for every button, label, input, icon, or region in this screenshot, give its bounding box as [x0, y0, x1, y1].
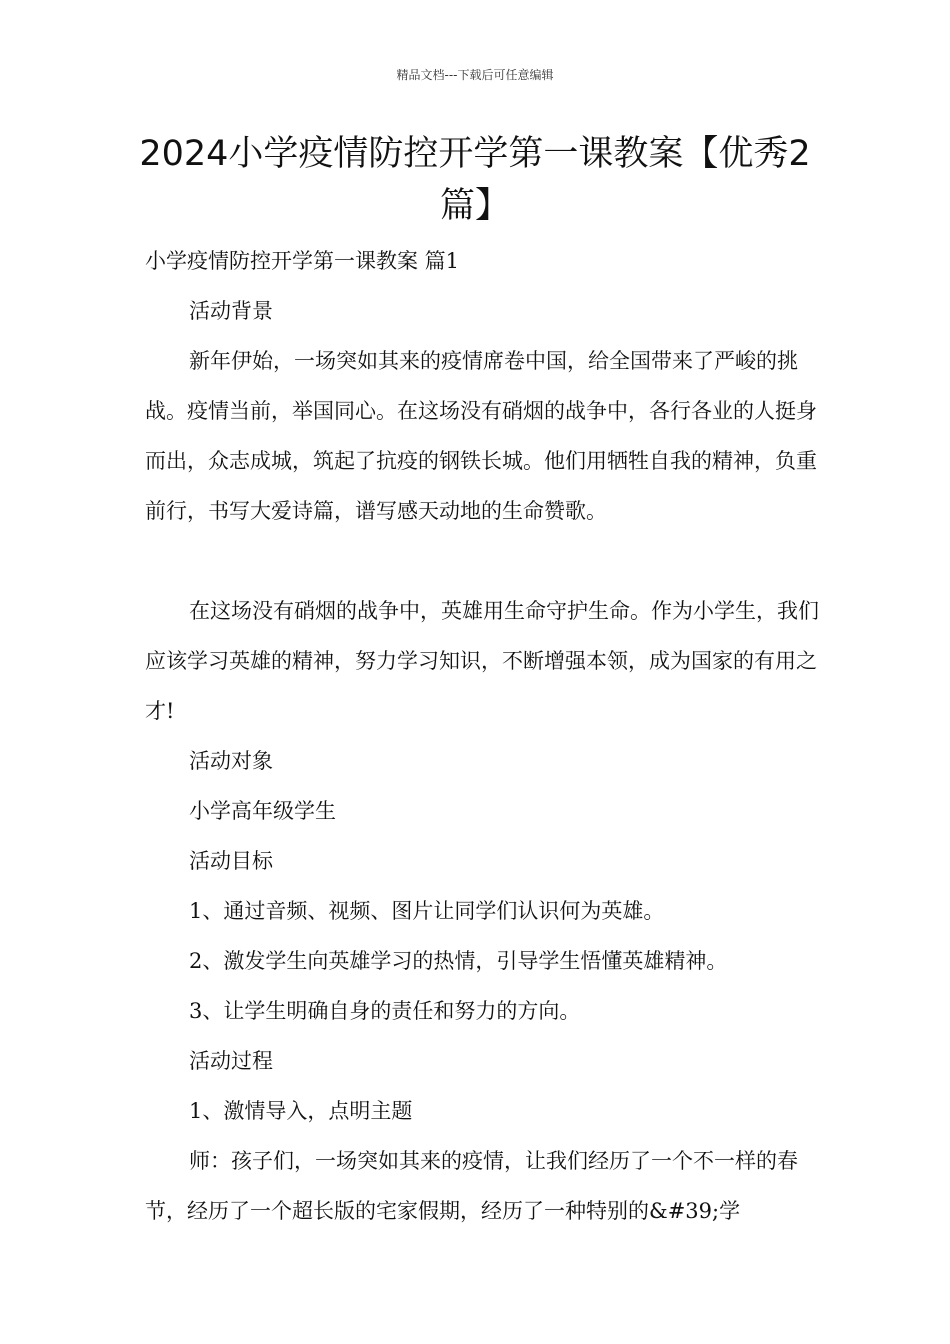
header-note: 精品文档---下载后可任意编辑 — [396, 68, 554, 82]
paragraph-background: 新年伊始，一场突如其来的疫情席卷中国，给全国带来了严峻的挑战。疫情当前，举国同心。在这场没有硝烟的战争中，各行各业的人挺身而出，众志成城，筑起了抗疫的钢铁长城。他们用牺牲自我的精神，负重前行，书写大爱诗篇，谱写感天动地的生命赞歌。 — [145, 349, 817, 523]
document-title: 2024小学疫情防控开学第一课教案【优秀2篇】 — [139, 134, 811, 226]
paragraph-spacer — [145, 536, 830, 586]
heading-activity-goals: 活动目标 — [189, 849, 273, 873]
document-body — [145, 236, 830, 1236]
paragraph-teacher: 师：孩子们，一场突如其来的疫情，让我们经历了一个不一样的春节，经历了一个超长版的宅家假期，经历了一种特别的&#39;学 — [145, 1149, 798, 1223]
heading-activity-target: 活动对象 — [189, 749, 273, 773]
heading-activity-process: 活动过程 — [189, 1049, 273, 1073]
section-subtitle: 小学疫情防控开学第一课教案 篇1 — [145, 249, 460, 273]
paragraph-heroes: 在这场没有硝烟的战争中，英雄用生命守护生命。作为小学生，我们应该学习英雄的精神，努力学习知识，不断增强本领，成为国家的有用之才! — [145, 599, 819, 723]
process-step-1: 1、激情导入，点明主题 — [189, 1099, 413, 1123]
paragraph-target: 小学高年级学生 — [189, 799, 336, 823]
goal-item-1: 1、通过音频、视频、图片让同学们认识何为英雄。 — [189, 899, 665, 923]
goal-item-2: 2、激发学生向英雄学习的热情，引导学生悟懂英雄精神。 — [189, 949, 728, 973]
heading-activity-background: 活动背景 — [189, 299, 273, 323]
goal-item-3: 3、让学生明确自身的责任和努力的方向。 — [189, 999, 581, 1023]
